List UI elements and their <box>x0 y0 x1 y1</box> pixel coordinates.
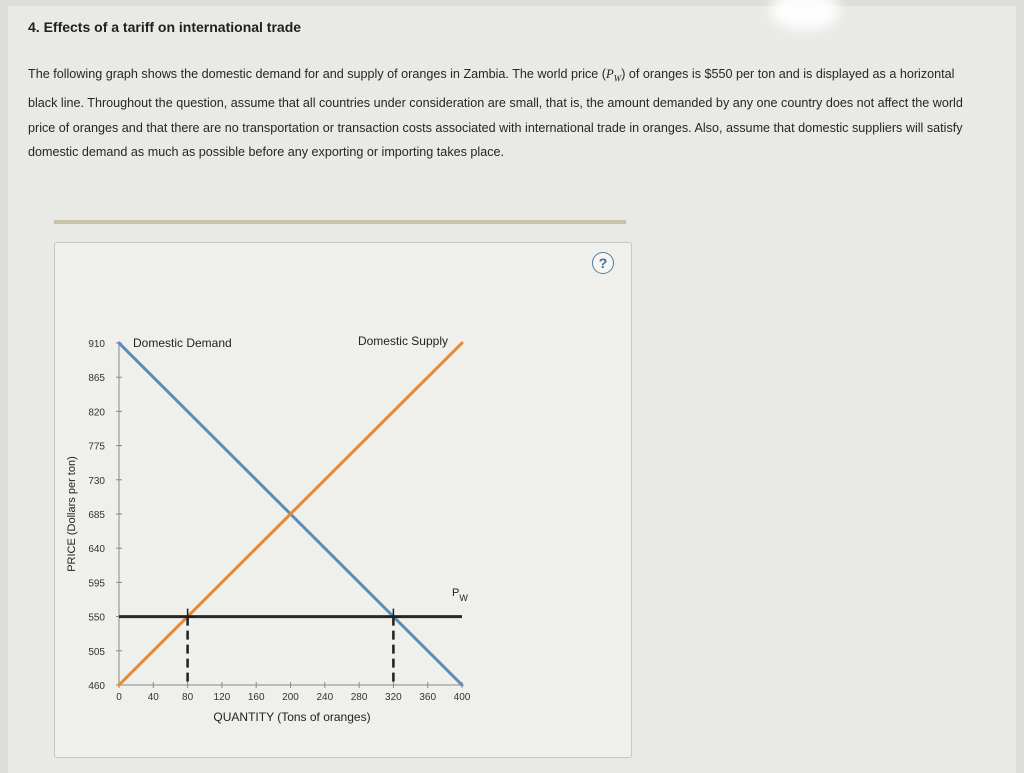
series <box>119 343 462 685</box>
y-tick-label: 730 <box>88 475 105 487</box>
x-tick-label: 200 <box>282 692 299 703</box>
y-tick-label: 550 <box>88 612 105 624</box>
y-axis-label: PRICE (Dollars per ton) <box>66 456 78 572</box>
question-text-part1: The following graph shows the domestic demand for and supply of oranges in Zambia. The world price ( <box>28 67 606 81</box>
chart-labels <box>66 334 468 724</box>
x-tick-label: 360 <box>419 692 437 703</box>
supply-label: Domestic Supply <box>357 334 448 348</box>
x-tick-label: 320 <box>385 692 402 703</box>
y-tick-label: 460 <box>88 681 105 692</box>
x-tick-label: 240 <box>316 692 334 703</box>
demand-label: Domestic Demand <box>133 336 232 350</box>
x-axis-label: QUANTITY (Tons of oranges) <box>213 710 371 724</box>
question-title: 4. Effects of a tariff on international trade <box>28 19 302 35</box>
x-tick-label: 400 <box>453 692 471 703</box>
help-button[interactable]: ? <box>592 252 614 274</box>
question-text-part2: ) of oranges is $550 per ton and is displayed as a horizontal black line. Throughout the question, assume that all countries under consideration are small, that is, the amount demanded by any one country does not affect the world price of oranges and that there are no transportation or transaction costs associated with international trade in oranges. Also, assume that domestic suppliers will satisfy domestic demand as much as possible before any exporting or importing takes place. <box>28 67 963 160</box>
x-tick-label: 0 <box>116 692 122 703</box>
y-tick-label: 910 <box>88 339 105 350</box>
y-tick-label: 640 <box>88 544 105 556</box>
y-tick-label: 505 <box>88 646 105 658</box>
world-price-symbol: $P_W$ <box>605 67 622 84</box>
x-tick-label: 80 <box>182 692 194 703</box>
markers[interactable] <box>180 609 402 685</box>
y-tick-label: 865 <box>88 373 105 385</box>
y-tick-label: 820 <box>88 407 105 419</box>
world-price-label: $P_W$ <box>452 587 468 603</box>
x-tick-label: 280 <box>350 692 368 703</box>
y-tick-label: 685 <box>88 510 105 521</box>
y-tick-label: 595 <box>88 578 105 590</box>
x-tick-label: 40 <box>147 692 159 703</box>
y-tick-label: 775 <box>88 441 105 453</box>
tick-labels <box>88 339 470 703</box>
x-tick-label: 120 <box>213 692 231 703</box>
x-tick-label: 160 <box>247 692 265 703</box>
